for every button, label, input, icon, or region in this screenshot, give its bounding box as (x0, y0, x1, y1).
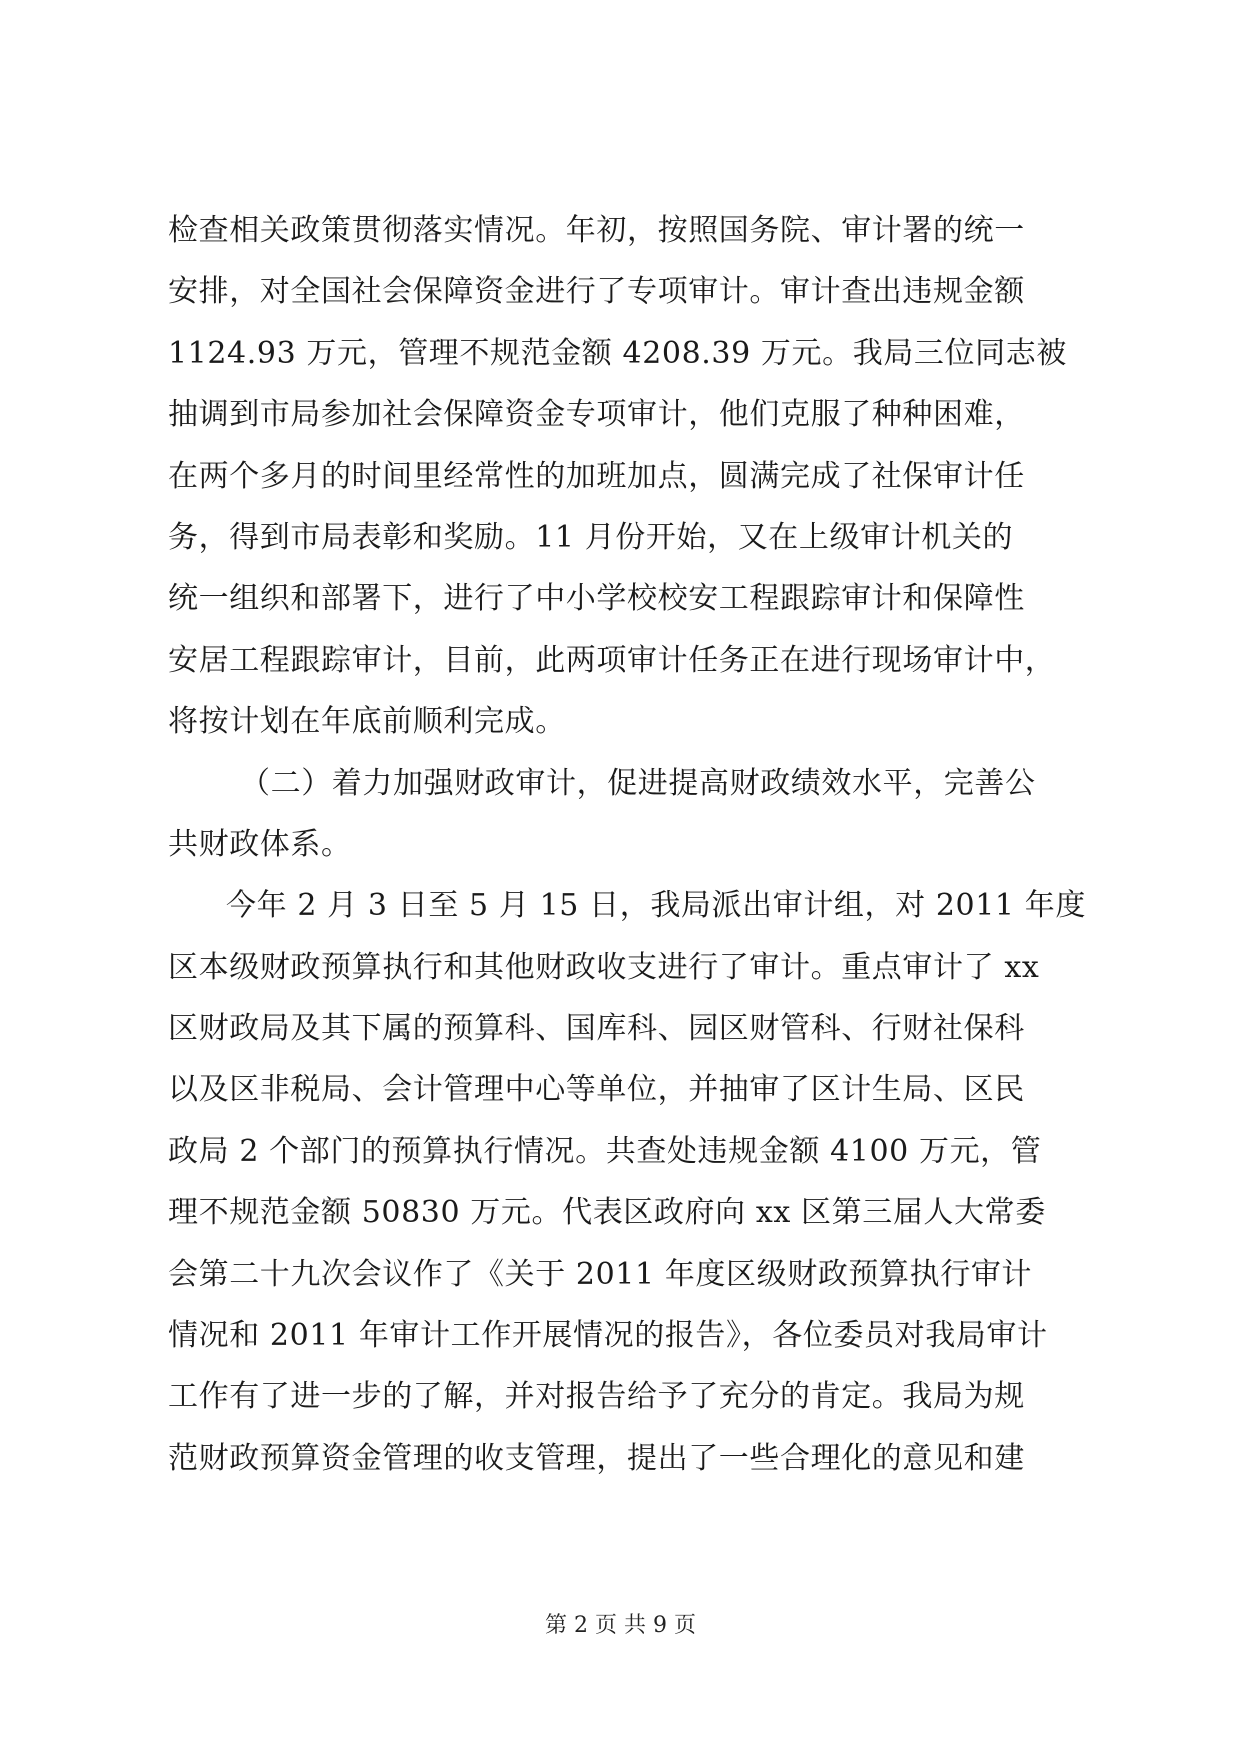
text-line: 安居工程跟踪审计，目前，此两项审计任务正在进行现场审计中， (168, 642, 1056, 678)
text-line: 务，得到市局表彰和奖励。11 月份开始，又在上级审计机关的 (168, 519, 1014, 555)
text-line: 工作有了进一步的了解，并对报告给予了充分的肯定。我局为规 (168, 1379, 1025, 1415)
text-line: 抽调到市局参加社会保障资金专项审计，他们克服了种种困难， (168, 397, 1025, 433)
text-line: 理不规范金额 50830 万元。代表区政府向 xx 区第三届人大常委 (168, 1195, 1046, 1231)
section-heading-line: （二）着力加强财政审计，促进提高财政绩效水平，完善公 (240, 765, 1036, 801)
body-text (168, 200, 1086, 1489)
text-line: 区财政局及其下属的预算科、国库科、园区财管科、行财社保科 (168, 1011, 1025, 1047)
page-footer (0, 1608, 1241, 1639)
text-line: 区本级财政预算执行和其他财政收支进行了审计。重点审计了 xx (168, 949, 1040, 985)
text-line: 将按计划在年底前顺利完成。 (168, 704, 566, 740)
text-line: 情况和 2011 年审计工作开展情况的报告》，各位委员对我局审计 (168, 1318, 1048, 1354)
text-line: 范财政预算资金管理的收支管理，提出了一些合理化的意见和建 (168, 1440, 1025, 1476)
text-line: 政局 2 个部门的预算执行情况。共查处违规金额 4100 万元，管 (168, 1133, 1042, 1169)
text-line: 安排，对全国社会保障资金进行了专项审计。审计查出违规金额 (168, 274, 1025, 310)
page-number: 第 2 页 共 9 页 (545, 1613, 696, 1638)
text-line: 统一组织和部署下，进行了中小学校校安工程跟踪审计和保障性 (168, 581, 1025, 617)
section-heading-line: 共财政体系。 (168, 826, 352, 862)
text-line: 检查相关政策贯彻落实情况。年初，按照国务院、审计署的统一 (168, 213, 1025, 248)
text-line: 会第二十九次会议作了《关于 2011 年度区级财政预算执行审计 (168, 1256, 1033, 1292)
text-line: 1124.93 万元，管理不规范金额 4208.39 万元。我局三位同志被 (168, 335, 1067, 371)
text-line: 在两个多月的时间里经常性的加班加点，圆满完成了社保审计任 (168, 458, 1025, 494)
text-line: 以及区非税局、会计管理中心等单位，并抽审了区计生局、区民 (168, 1072, 1025, 1108)
paragraph-first-line: 今年 2 月 3 日至 5 月 15 日，我局派出审计组，对 2011 年度 (226, 888, 1086, 924)
